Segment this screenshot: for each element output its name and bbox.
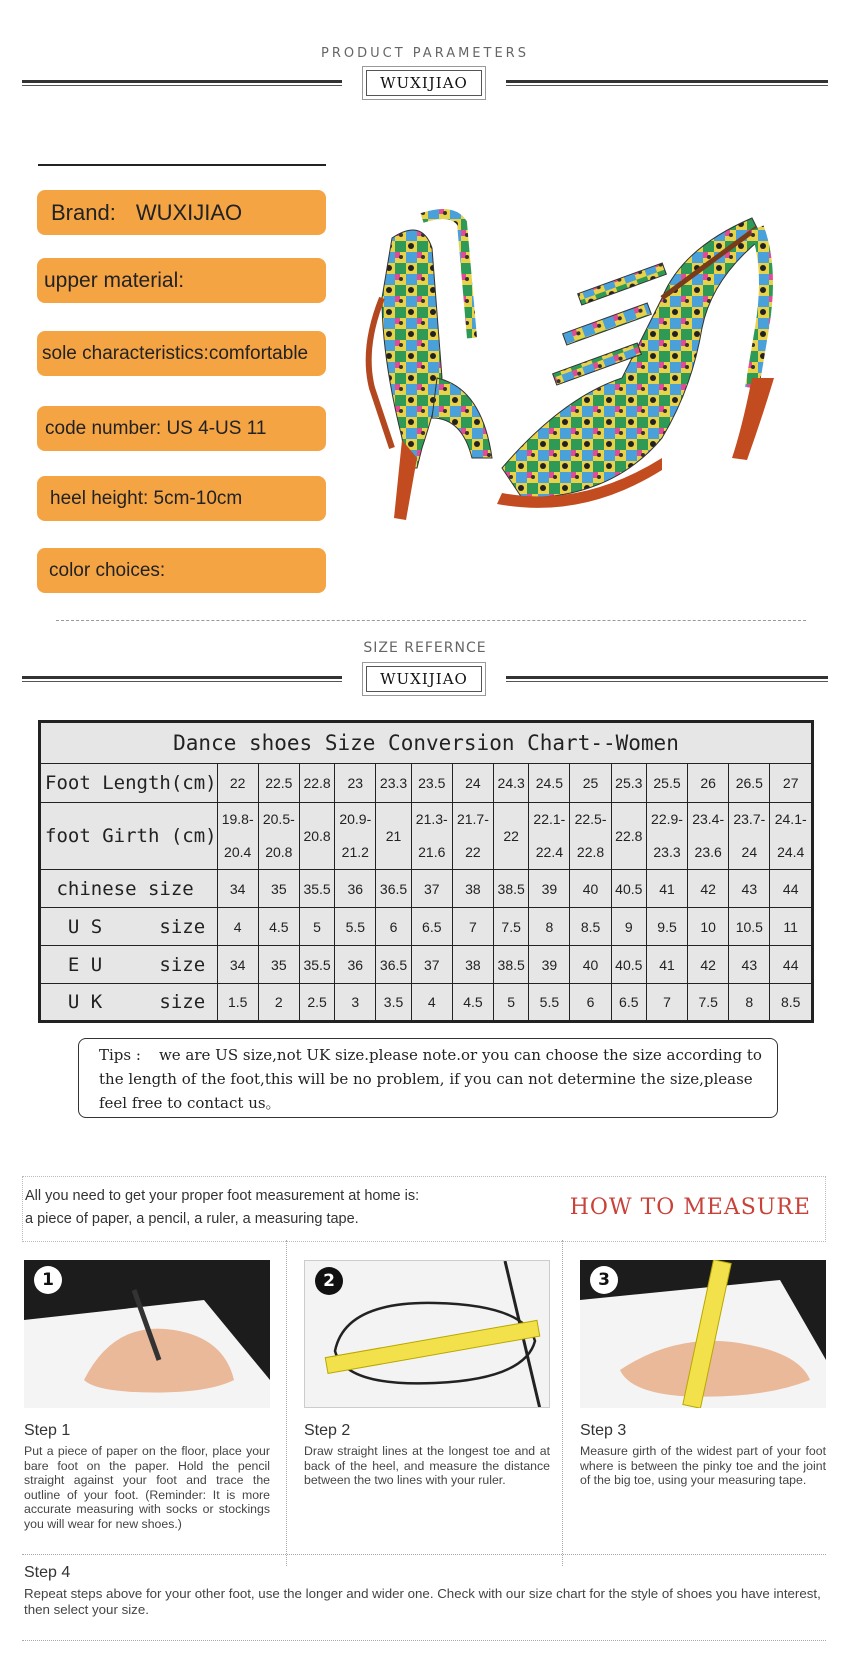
row-us-size [40, 908, 813, 946]
how-to-measure-title: HOW TO MEASURE [569, 1195, 811, 1220]
size-cell: 40 [570, 870, 611, 908]
size-cell: 27 [770, 764, 813, 803]
size-cell: 35.5 [299, 946, 334, 984]
size-cell: 34 [217, 870, 258, 908]
column-divider [562, 1240, 563, 1566]
size-cell: 21.7- 22 [452, 803, 493, 870]
size-cell: 22.8 [299, 764, 334, 803]
step-title: Step 3 [580, 1422, 627, 1439]
section-title-parameters: PRODUCT PARAMETERS [321, 46, 529, 61]
param-sole: sole characteristics:comfortable [37, 331, 326, 376]
param-top-rule [38, 164, 326, 166]
size-cell: 42 [688, 946, 729, 984]
size-cell: 44 [770, 946, 813, 984]
row-foot-length [40, 764, 813, 803]
step-description: Repeat steps above for your other foot, use the longer and wider one. Check with our size chart for the style of shoes you have interest, then select your size. [24, 1586, 821, 1617]
size-cell: 4.5 [452, 984, 493, 1022]
size-chart-title: Dance shoes Size Conversion Chart--Women [40, 722, 813, 764]
divider-left [22, 80, 342, 86]
brand-logo: WUXIJIAO [362, 66, 486, 100]
row-label: Foot Length(cm) [40, 764, 218, 803]
size-cell: 44 [770, 870, 813, 908]
step-number-badge: 1 [34, 1266, 62, 1294]
size-cell: 36.5 [376, 946, 411, 984]
size-cell: 36 [335, 946, 376, 984]
size-cell: 22.5 [258, 764, 299, 803]
row-uk-size [40, 984, 813, 1022]
size-cell: 22.9- 23.3 [646, 803, 687, 870]
size-cell: 21 [376, 803, 411, 870]
size-cell: 19.8- 20.4 [217, 803, 258, 870]
size-cell: 40.5 [611, 870, 646, 908]
param-color-choices: color choices: [37, 548, 326, 593]
step-title: Step 4 [24, 1564, 71, 1581]
brand-logo-2: WUXIJIAO [362, 662, 486, 696]
size-cell: 8 [729, 984, 770, 1022]
size-cell: 5.5 [335, 908, 376, 946]
size-cell: 6.5 [411, 908, 452, 946]
size-cell: 38.5 [494, 946, 529, 984]
size-cell: 8.5 [770, 984, 813, 1022]
how-to-measure-section [22, 1176, 826, 1656]
size-cell: 9 [611, 908, 646, 946]
size-cell: 43 [729, 870, 770, 908]
size-cell: 7 [646, 984, 687, 1022]
measure-step-4 [24, 1564, 824, 1618]
tips-box [78, 1038, 778, 1118]
row-label: E U size [40, 946, 218, 984]
size-cell: 24.3 [494, 764, 529, 803]
size-cell: 39 [529, 946, 570, 984]
row-foot-girth [40, 803, 813, 870]
size-cell: 35 [258, 870, 299, 908]
size-cell: 21.3- 21.6 [411, 803, 452, 870]
size-cell: 20.8 [299, 803, 334, 870]
size-cell: 38 [452, 946, 493, 984]
size-cell: 38.5 [494, 870, 529, 908]
step-description: Measure girth of the widest part of your foot where is between the pinky toe and the joint of the big toe, using your measuring tape. [580, 1444, 826, 1487]
size-cell: 1.5 [217, 984, 258, 1022]
size-cell: 24 [452, 764, 493, 803]
size-cell: 26 [688, 764, 729, 803]
param-upper-material: upper material: [37, 258, 326, 303]
size-cell: 11 [770, 908, 813, 946]
row-chinese-size [40, 870, 813, 908]
size-cell: 23.5 [411, 764, 452, 803]
size-cell: 23.7- 24 [729, 803, 770, 870]
step-2-image [304, 1260, 550, 1408]
size-cell: 41 [646, 870, 687, 908]
size-cell: 9.5 [646, 908, 687, 946]
size-cell: 7 [452, 908, 493, 946]
size-conversion-table [38, 720, 814, 1023]
size-cell: 4.5 [258, 908, 299, 946]
size-cell: 38 [452, 870, 493, 908]
size-cell: 23 [335, 764, 376, 803]
section-title-size: SIZE REFERNCE [363, 640, 487, 656]
size-cell: 24.5 [529, 764, 570, 803]
size-cell: 10 [688, 908, 729, 946]
size-cell: 43 [729, 946, 770, 984]
size-cell: 23.3 [376, 764, 411, 803]
step-divider [22, 1554, 826, 1555]
shoe-product-image [362, 208, 822, 528]
row-label: U S size [40, 908, 218, 946]
param-brand: Brand: WUXIJIAO [37, 190, 326, 235]
step-number-badge: 2 [315, 1267, 343, 1295]
size-cell: 23.4- 23.6 [688, 803, 729, 870]
size-cell: 4 [217, 908, 258, 946]
size-cell: 25.3 [611, 764, 646, 803]
size-cell: 22.8 [611, 803, 646, 870]
size-cell: 37 [411, 946, 452, 984]
row-label: chinese size [40, 870, 218, 908]
size-cell: 36 [335, 870, 376, 908]
size-cell: 36.5 [376, 870, 411, 908]
column-divider [286, 1240, 287, 1566]
row-eu-size [40, 946, 813, 984]
size-cell: 22.5- 22.8 [570, 803, 611, 870]
size-cell: 2 [258, 984, 299, 1022]
size-cell: 39 [529, 870, 570, 908]
size-cell: 6 [376, 908, 411, 946]
size-cell: 3.5 [376, 984, 411, 1022]
tips-text: we are US size,not UK size.please note.or you can choose the size according to the length of the foot,this will be no problem, if you can not determine the size,please feel free to contact us。 [99, 1046, 762, 1112]
size-cell: 3 [335, 984, 376, 1022]
size-cell: 40.5 [611, 946, 646, 984]
size-cell: 8.5 [570, 908, 611, 946]
measure-header [22, 1176, 826, 1242]
size-cell: 40 [570, 946, 611, 984]
size-cell: 34 [217, 946, 258, 984]
dotted-separator [56, 620, 806, 621]
measure-intro: All you need to get your proper foot measurement at home is: a piece of paper, a pencil, a ruler, a measuring tape. [25, 1188, 420, 1227]
measure-step-2 [304, 1260, 550, 1488]
size-cell: 37 [411, 870, 452, 908]
measure-step-1 [24, 1260, 270, 1531]
size-cell: 6.5 [611, 984, 646, 1022]
size-cell: 8 [529, 908, 570, 946]
row-label: foot Girth (cm) [40, 803, 218, 870]
size-cell: 22.1- 22.4 [529, 803, 570, 870]
size-cell: 26.5 [729, 764, 770, 803]
size-cell: 10.5 [729, 908, 770, 946]
size-cell: 35 [258, 946, 299, 984]
step-3-image [580, 1260, 826, 1408]
size-cell: 5.5 [529, 984, 570, 1022]
size-cell: 22 [217, 764, 258, 803]
divider-right-2 [506, 676, 828, 682]
tips-label: Tips : [99, 1046, 141, 1064]
size-cell: 41 [646, 946, 687, 984]
param-code-number: code number: US 4-US 11 [37, 406, 326, 451]
size-cell: 6 [570, 984, 611, 1022]
measure-step-3 [580, 1260, 826, 1488]
size-cell: 7.5 [494, 908, 529, 946]
size-cell: 25 [570, 764, 611, 803]
bottom-divider [22, 1640, 826, 1641]
step-description: Draw straight lines at the longest toe and at back of the heel, and measure the distance between the two lines with your ruler. [304, 1444, 550, 1487]
divider-right [506, 80, 828, 86]
size-cell: 24.1- 24.4 [770, 803, 813, 870]
size-cell: 20.5- 20.8 [258, 803, 299, 870]
size-cell: 7.5 [688, 984, 729, 1022]
step-title: Step 1 [24, 1422, 71, 1439]
size-cell: 25.5 [646, 764, 687, 803]
step-title: Step 2 [304, 1422, 351, 1439]
step-number-badge: 3 [590, 1266, 618, 1294]
divider-left-2 [22, 676, 342, 682]
size-cell: 2.5 [299, 984, 334, 1022]
size-cell: 5 [494, 984, 529, 1022]
size-cell: 22 [494, 803, 529, 870]
param-heel-height: heel height: 5cm-10cm [37, 476, 326, 521]
step-1-image [24, 1260, 270, 1408]
size-cell: 35.5 [299, 870, 334, 908]
step-description: Put a piece of paper on the floor, place your bare foot on the paper. Hold the pencil straight against your foot and trace the outline of your foot. (Reminder: It is more accurate measuring with socks or stockings you will wear for new shoes.) [24, 1444, 270, 1531]
size-cell: 4 [411, 984, 452, 1022]
size-cell: 20.9- 21.2 [335, 803, 376, 870]
row-label: U K size [40, 984, 218, 1022]
size-cell: 5 [299, 908, 334, 946]
size-cell: 42 [688, 870, 729, 908]
